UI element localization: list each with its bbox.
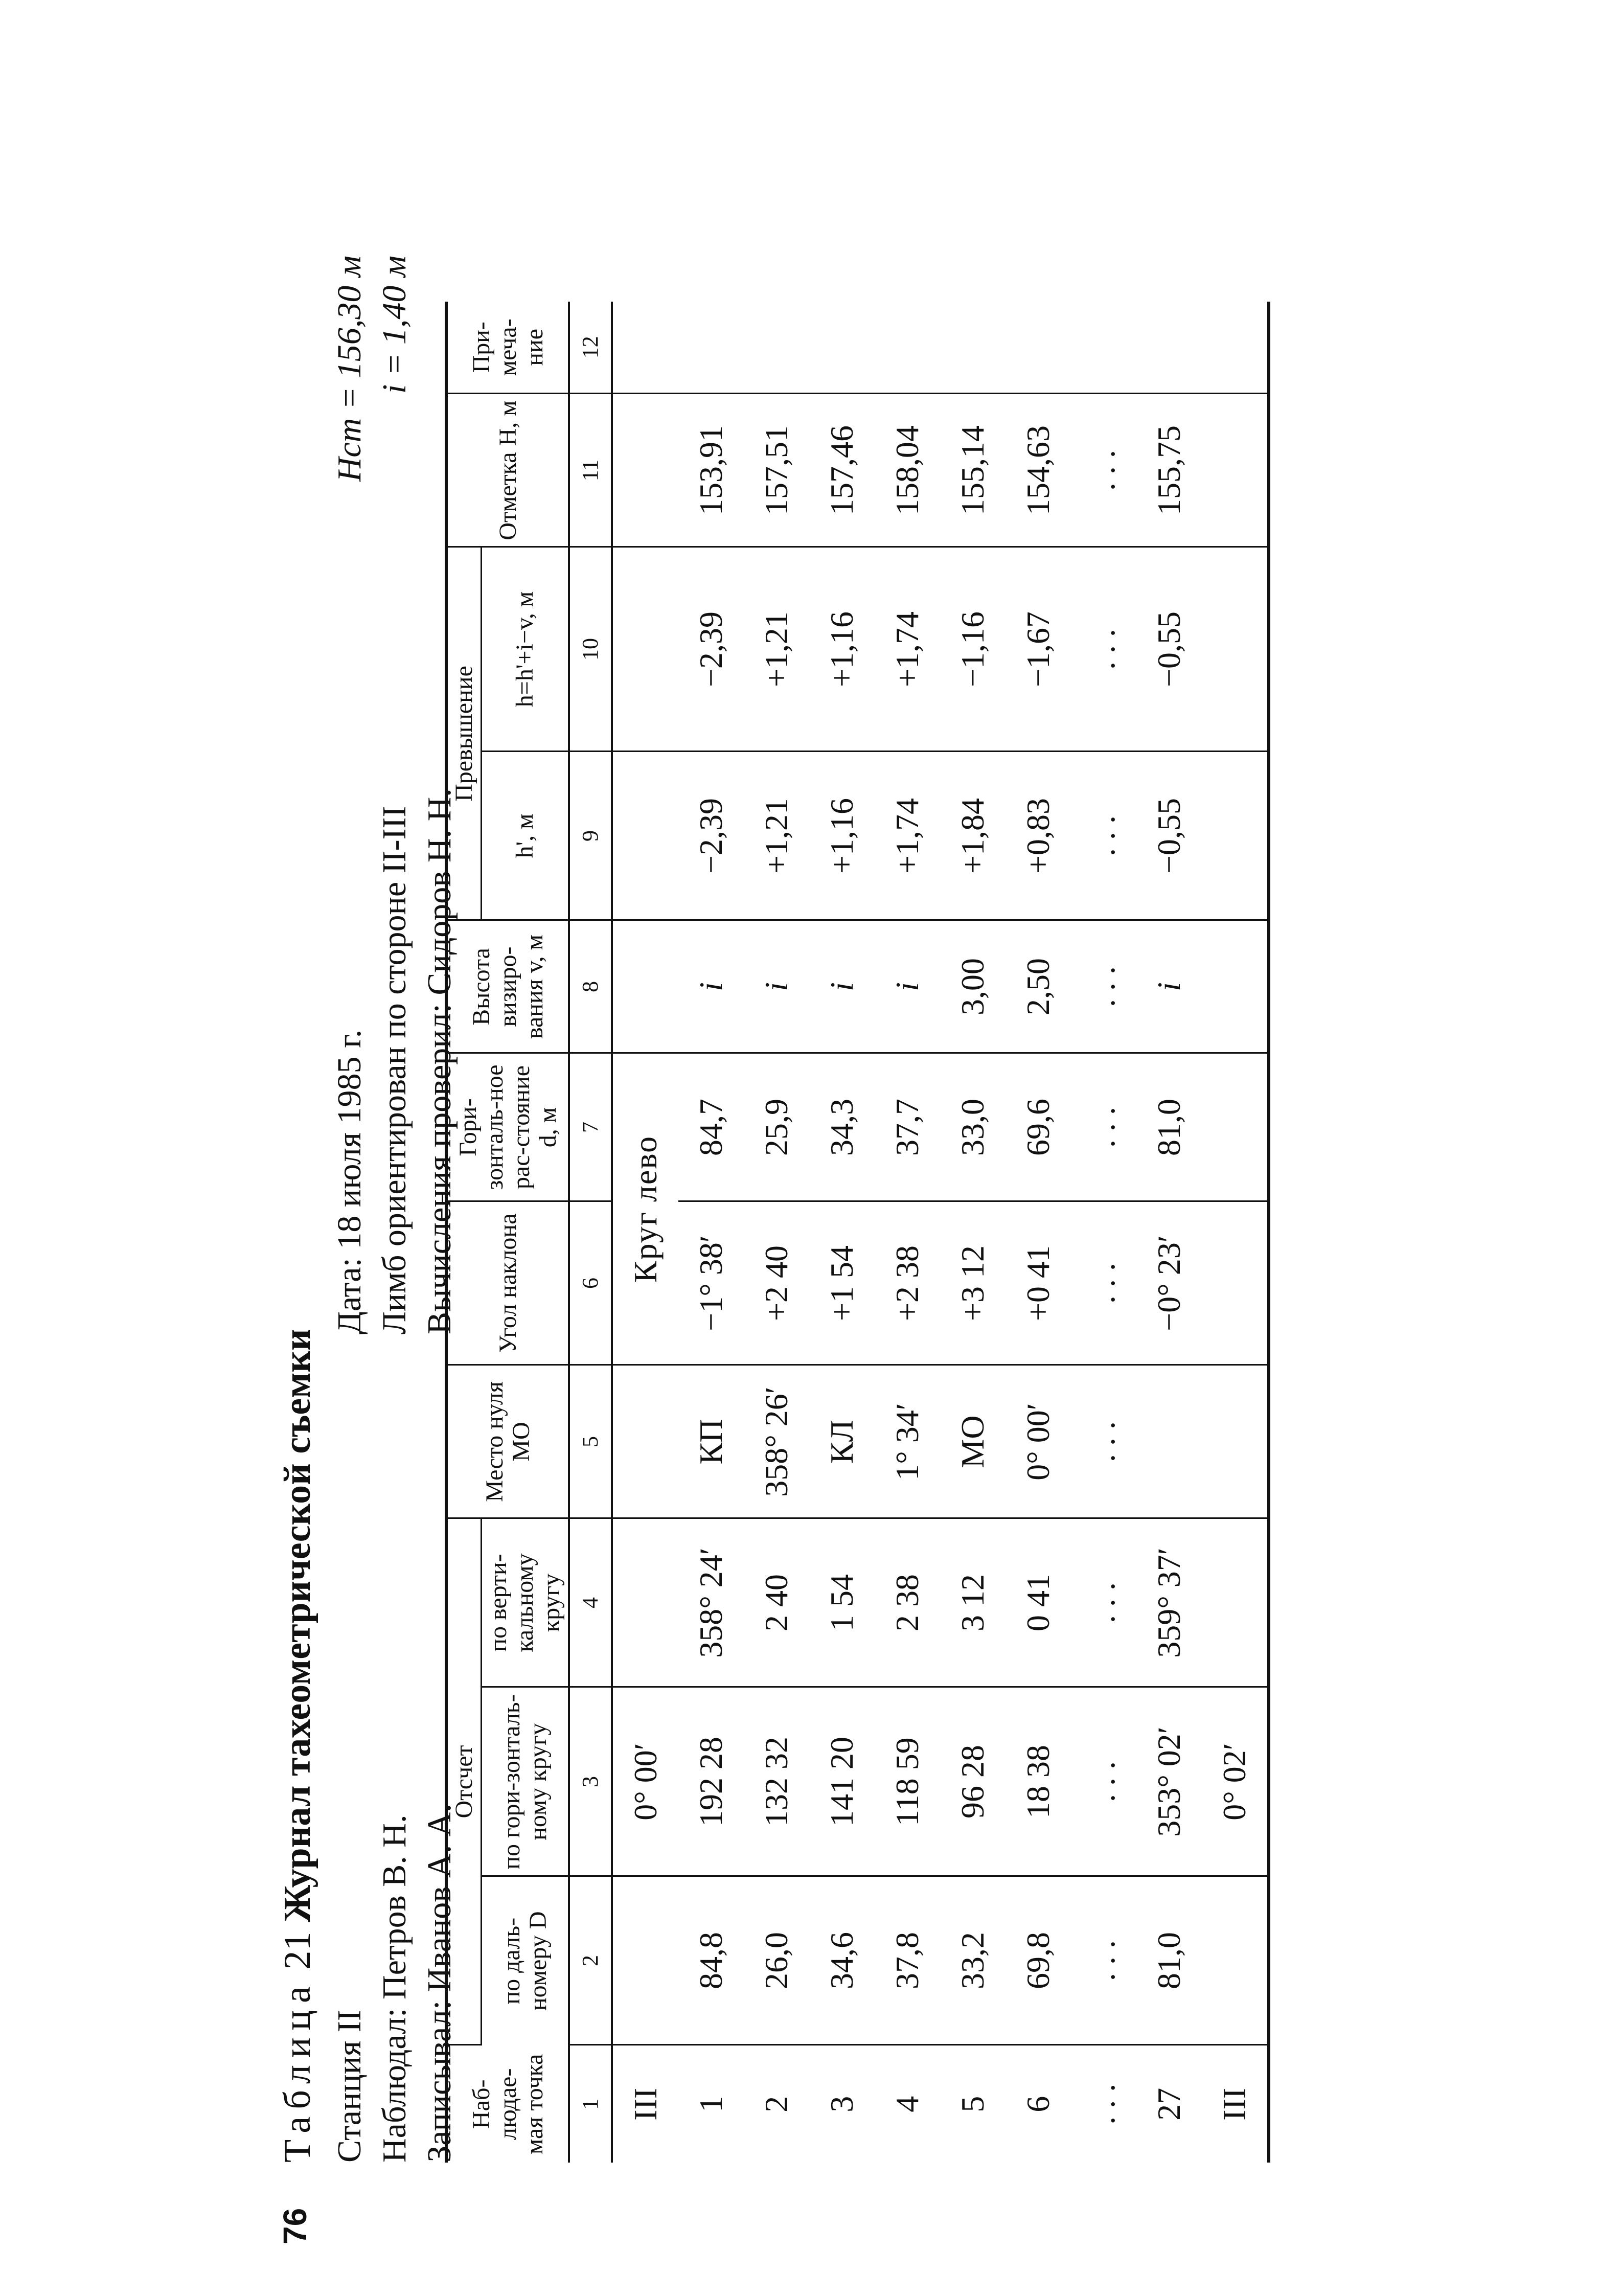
header-vertical-circle: по верти-кальному кругу	[482, 1518, 569, 1687]
cell-c4: 358° 24′	[678, 1518, 744, 1687]
table-row	[940, 302, 1006, 2163]
cell-c8	[612, 920, 678, 1053]
table-row	[1071, 302, 1136, 2163]
cell-c12	[678, 302, 744, 394]
table-row	[1136, 302, 1202, 2163]
cell-c8: 3,00	[940, 920, 1006, 1053]
cell-c2: 84,8	[678, 1876, 744, 2045]
station: Станция II	[331, 2010, 368, 2163]
cell-c1: 27	[1151, 2087, 1187, 2121]
cell-c2	[1202, 1876, 1269, 2045]
rotated-page-content	[276, 215, 1622, 2244]
cell-c11	[612, 394, 678, 547]
cell-c10: +1,16	[809, 547, 875, 752]
cell-c2: 37,8	[875, 1876, 940, 2045]
cell-c4: 0 41	[1006, 1518, 1071, 1687]
cell-c4	[612, 1518, 678, 1687]
cell-c1: III	[1202, 2045, 1269, 2163]
table-row	[1006, 302, 1071, 2163]
header-horizontal-distance: Гори-зонталь-ное рас-стояние d, м	[446, 1053, 569, 1201]
cell-c3: 0° 02′	[1202, 1687, 1269, 1876]
table-row	[1202, 302, 1269, 2163]
cell-c6: . . .	[1071, 1201, 1136, 1365]
table-title: Журнал тахеометрической съемки	[277, 1329, 318, 1922]
circle-left-label: Круг лево	[612, 1053, 678, 1365]
cell-c9: −2,39	[678, 752, 744, 920]
table-body	[612, 302, 1269, 2163]
cell-c12	[940, 302, 1006, 394]
column-number: 2	[569, 1876, 612, 2045]
cell-c2: 26,0	[744, 1876, 809, 2045]
cell-c11: . . .	[1071, 394, 1136, 547]
cell-c5: КП	[678, 1365, 744, 1518]
column-number: 10	[569, 547, 612, 752]
meta-right	[327, 256, 417, 482]
cell-c9: −0,55	[1136, 752, 1202, 920]
cell-c1: . . .	[1085, 2083, 1122, 2125]
cell-c3: 132 32	[744, 1687, 809, 1876]
cell-c8: i	[875, 920, 940, 1053]
cell-c11: 155,75	[1136, 394, 1202, 547]
cell-c1: 1	[693, 2096, 729, 2112]
cell-c7: . . .	[1071, 1053, 1136, 1201]
cell-c11: 155,14	[940, 394, 1006, 547]
cell-c5	[1136, 1365, 1202, 1518]
cell-c7: 81,0	[1136, 1053, 1202, 1201]
cell-c9: +1,74	[875, 752, 940, 920]
cell-c7: 84,7	[678, 1053, 744, 1201]
table-row	[678, 302, 744, 2163]
cell-c8: i	[678, 920, 744, 1053]
cell-c10: . . .	[1071, 547, 1136, 752]
cell-c3: 192 28	[678, 1687, 744, 1876]
cell-c9: +1,21	[744, 752, 809, 920]
table-label: Таблица	[277, 1979, 318, 2163]
header-inclination: Угол наклона	[446, 1201, 569, 1365]
cell-c3: 353° 02′	[1136, 1687, 1202, 1876]
column-number: 7	[569, 1053, 612, 1201]
header-elevation-difference: Превышение	[446, 547, 482, 920]
cell-c7: 34,3	[809, 1053, 875, 1201]
table-row	[612, 302, 678, 2163]
cell-c5: 358° 26′	[744, 1365, 809, 1518]
column-number: 4	[569, 1518, 612, 1687]
cell-c6: +1 54	[809, 1201, 875, 1365]
limb-orientation: Лимб ориентирован по стороне II-III	[376, 806, 413, 1334]
cell-c8: i	[809, 920, 875, 1053]
cell-c4: 2 38	[875, 1518, 940, 1687]
cell-c5: МО	[940, 1365, 1006, 1518]
cell-c11: 158,04	[875, 394, 940, 547]
cell-c10: −1,16	[940, 547, 1006, 752]
cell-c6	[1202, 1201, 1269, 1365]
cell-c12	[1006, 302, 1071, 394]
table-number: 21	[277, 1931, 318, 1970]
cell-c6: −0° 23′	[1136, 1201, 1202, 1365]
cell-c10	[1202, 547, 1269, 752]
instrument-height: i = 1,40 м	[376, 256, 413, 394]
cell-c2: 33,2	[940, 1876, 1006, 2045]
cell-c8: i	[1136, 920, 1202, 1053]
cell-c5: 0° 00′	[1006, 1365, 1071, 1518]
cell-c4: 3 12	[940, 1518, 1006, 1687]
cell-c11: 157,51	[744, 394, 809, 547]
column-number: 3	[569, 1687, 612, 1876]
cell-c11: 153,91	[678, 394, 744, 547]
header-observed-point: Наб-людае-мая точка	[446, 2045, 569, 2163]
cell-c1: 5	[954, 2096, 991, 2112]
cell-c6: +2 40	[744, 1201, 809, 1365]
cell-c5: КЛ	[809, 1365, 875, 1518]
cell-c1: 2	[758, 2096, 794, 2112]
cell-c7: 37,7	[875, 1053, 940, 1201]
cell-c8: . . .	[1071, 920, 1136, 1053]
checked-by: Вычисления проверил: Сидоров Н. Н.	[421, 788, 458, 1334]
cell-c3: 0° 00′	[612, 1687, 678, 1876]
table-row	[809, 302, 875, 2163]
cell-c8	[1202, 920, 1269, 1053]
cell-c5	[1202, 1365, 1269, 1518]
cell-c11	[1202, 394, 1269, 547]
cell-c11: 157,46	[809, 394, 875, 547]
observer: Наблюдал: Петров В. Н.	[376, 1814, 413, 2163]
cell-c5	[612, 1365, 678, 1518]
survey-journal-table	[445, 302, 1270, 2163]
header-h-formula: h=h'+i−v, м	[482, 547, 569, 752]
header-sighting-height: Высота визиро-вания v, м	[446, 920, 569, 1053]
cell-c11: 154,63	[1006, 394, 1071, 547]
header-horizontal-circle: по гори-зонталь-ному кругу	[482, 1687, 569, 1876]
cell-c12	[744, 302, 809, 394]
cell-c9: +1,84	[940, 752, 1006, 920]
column-number: 5	[569, 1365, 612, 1518]
cell-c10: +1,74	[875, 547, 940, 752]
meta-middle	[327, 788, 462, 1334]
cell-c3: 18 38	[1006, 1687, 1071, 1876]
cell-c12	[1136, 302, 1202, 394]
cell-c7: 33,0	[940, 1053, 1006, 1201]
cell-c6: +2 38	[875, 1201, 940, 1365]
cell-c4: 1 54	[809, 1518, 875, 1687]
cell-c6: −1° 38′	[678, 1201, 744, 1365]
cell-c2: 34,6	[809, 1876, 875, 2045]
cell-c9	[1202, 752, 1269, 920]
cell-c3: 141 20	[809, 1687, 875, 1876]
column-number: 8	[569, 920, 612, 1053]
table-row	[744, 302, 809, 2163]
cell-c6: +0 41	[1006, 1201, 1071, 1365]
cell-c3: 118 59	[875, 1687, 940, 1876]
cell-c4: . . .	[1071, 1518, 1136, 1687]
column-number: 11	[569, 394, 612, 547]
cell-c2: . . .	[1071, 1876, 1136, 2045]
cell-c3: 96 28	[940, 1687, 1006, 1876]
header-rangefinder: по даль-номеру D	[482, 1876, 569, 2045]
cell-c8: 2,50	[1006, 920, 1071, 1053]
column-number: 12	[569, 302, 612, 394]
cell-c12	[612, 302, 678, 394]
cell-c12	[809, 302, 875, 394]
cell-c10: −1,67	[1006, 547, 1071, 752]
column-number: 1	[569, 2045, 612, 2163]
cell-c7	[1202, 1053, 1269, 1201]
page-number: 76	[277, 2208, 313, 2244]
header-zero-place: Место нуля МО	[446, 1365, 569, 1518]
table-title-line	[276, 1329, 319, 2163]
column-number: 6	[569, 1201, 612, 1365]
column-number-row	[569, 302, 612, 2163]
header-h-prime: h', м	[482, 752, 569, 920]
cell-c4: 359° 37′	[1136, 1518, 1202, 1687]
station-height: Hст = 156,30 м	[331, 256, 368, 482]
cell-c1: III	[627, 2087, 664, 2121]
header-elevation-mark: Отметка H, м	[446, 394, 569, 547]
cell-c7: 69,6	[1006, 1053, 1071, 1201]
cell-c1: 3	[824, 2096, 860, 2112]
cell-c9: +0,83	[1006, 752, 1071, 920]
cell-c5: 1° 34′	[875, 1365, 940, 1518]
cell-c5: . . .	[1071, 1365, 1136, 1518]
cell-c2: 81,0	[1136, 1876, 1202, 2045]
column-number: 9	[569, 752, 612, 920]
table-row	[875, 302, 940, 2163]
cell-c9: +1,16	[809, 752, 875, 920]
cell-c6: +3 12	[940, 1201, 1006, 1365]
cell-c10: −2,39	[678, 547, 744, 752]
cell-c4	[1202, 1518, 1269, 1687]
cell-c12	[1071, 302, 1136, 394]
cell-c12	[1202, 302, 1269, 394]
cell-c2	[612, 1876, 678, 2045]
meta-left	[327, 1804, 462, 2163]
cell-c2: 69,8	[1006, 1876, 1071, 2045]
cell-c10: +1,21	[744, 547, 809, 752]
recorder: Записывал: Иванов А. А.	[421, 1804, 458, 2163]
cell-c4: 2 40	[744, 1518, 809, 1687]
cell-c7: 25,9	[744, 1053, 809, 1201]
cell-c1: 6	[1020, 2096, 1056, 2112]
header-reading-group: Отсчет	[446, 1518, 482, 2045]
cell-c10	[612, 547, 678, 752]
cell-c10: −0,55	[1136, 547, 1202, 752]
cell-c9	[612, 752, 678, 920]
header-note: При-меча-ние	[446, 302, 569, 394]
cell-c1: 4	[889, 2096, 925, 2112]
cell-c3: . . .	[1071, 1687, 1136, 1876]
cell-c9: . . .	[1071, 752, 1136, 920]
cell-c12	[875, 302, 940, 394]
cell-c8: i	[744, 920, 809, 1053]
date: Дата: 18 июля 1985 г.	[331, 1029, 368, 1334]
